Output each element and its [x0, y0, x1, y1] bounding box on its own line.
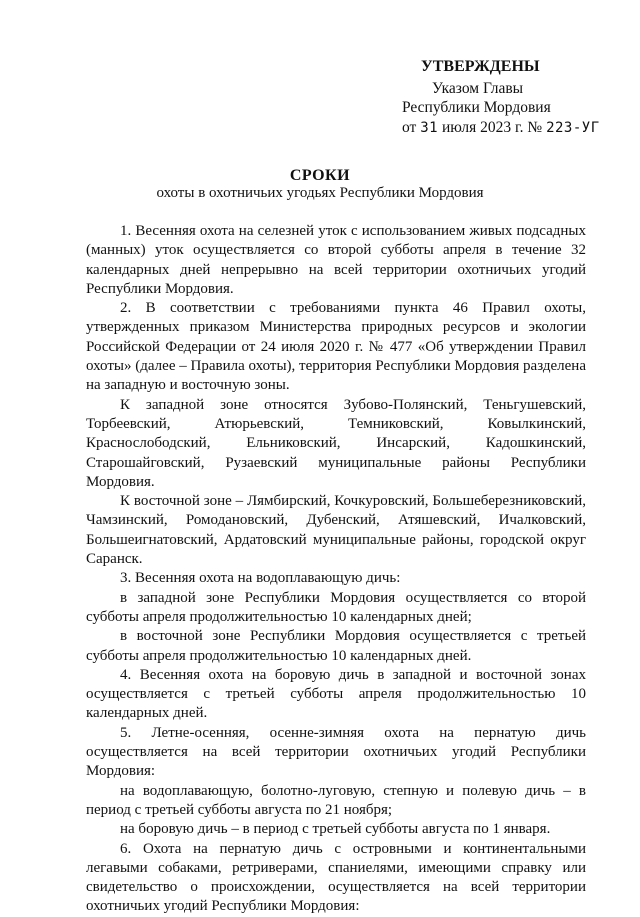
approval-title: УТВЕРЖДЕНЫ	[421, 58, 540, 75]
paragraph-3-west: в западной зоне Республики Мордовия осуществляется со второй субботы апреля продолжительностью 10 календарных дней;	[86, 589, 586, 625]
decree-number: 223-УГ	[546, 120, 600, 136]
paragraph-east-zone: К восточной зоне – Лямбирский, Кочкуровский, Большеберезниковский, Чамзинский, Ромодановский, Дубенский, Атяшевский, Ичалковский, Большеигнатовский, Ардатовский муниципальные районы, городской округ Саранск.	[86, 493, 586, 568]
date-text: июля 2023 г. №	[441, 119, 543, 136]
date-prefix: от	[402, 119, 417, 136]
paragraph-6: 6. Охота на пернатую дичь с островными и континентальными легавыми собаками, ретриверами, спаниелями, имеющими справку или свидетельство о происхождении, осуществляется на всей территории охотничьих угодий Республики Мордовия:	[86, 840, 586, 915]
paragraph-5: 5. Летне-осенняя, осенне-зимняя охота на пернатую дичь осуществляется на всей территории охотничьих угодий Республики Мордовия:	[86, 724, 586, 780]
paragraph-5-forest-game: на боровую дичь – в период с третьей субботы августа по 1 января.	[120, 821, 551, 838]
paragraph-5-waterfowl: на водоплавающую, болотно-луговую, степную и полевую дичь – в период с третьей субботы августа по 21 ноября;	[86, 782, 586, 818]
document-title: СРОКИ	[289, 167, 351, 184]
paragraph-2: 2. В соответствии с требованиями пункта 46 Правил охоты, утвержденных приказом Министерства природных ресурсов и экологии Российской Федерации от 24 июля 2020 г. № 477 «Об утверждении Правил охоты» (далее – Правила охоты), территория Республики Мордовия разделена на западную и восточную зоны.	[86, 300, 586, 394]
approval-date-line	[402, 119, 600, 137]
paragraph-3: 3. Весенняя охота на водоплавающую дичь:	[120, 570, 401, 587]
paragraph-4: 4. Весенняя охота на боровую дичь в западной и восточной зонах осуществляется с третьей субботы апреля продолжительностью 10 календарных дней.	[86, 666, 586, 722]
document-subtitle: охоты в охотничьих угодьях Республики Мордовия	[156, 185, 484, 201]
paragraph-3-east: в восточной зоне Республики Мордовия осуществляется с третьей субботы апреля продолжительностью 10 календарных дней.	[86, 628, 586, 664]
date-day: 31	[420, 120, 439, 136]
approval-line-decree: Указом Главы	[432, 80, 524, 97]
approval-line-republic: Республики Мордовия	[402, 99, 551, 116]
paragraph-west-zone: К западной зоне относятся Зубово-Полянский, Теньгушевский, Торбеевский, Атюрьевский, Темниковский, Ковылкинский, Краснослободский, Ельниковский, Инсарский, Кадошкинский, Старошайговский, Рузаевский муниципальные районы Республики Мордовия.	[86, 396, 586, 490]
document-body	[86, 222, 586, 917]
paragraph-1: 1. Весенняя охота на селезней уток с использованием живых подсадных (манных) уток осуществляется со второй субботы апреля в течение 32 календарных дней непрерывно на всей территории охотничьих угодий Республики Мордовия.	[86, 223, 586, 297]
